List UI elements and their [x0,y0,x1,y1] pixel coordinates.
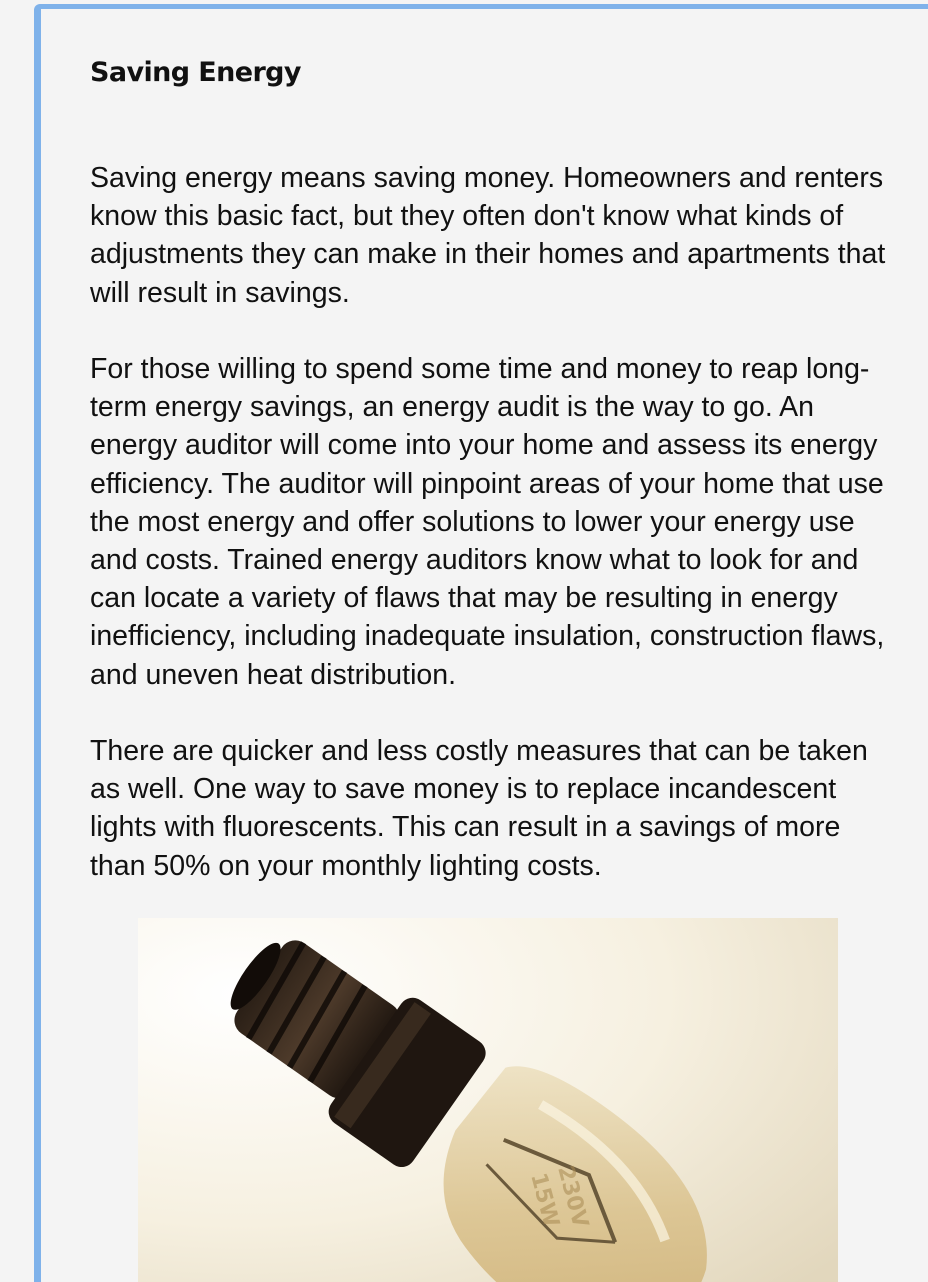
article-panel [34,4,928,1282]
article-title: Saving Energy [90,57,301,88]
article-paragraph: There are quicker and less costly measures that can be taken as well. One way to save money is to replace incandescent lights with fluorescents. This can result in a savings of more than 50% on your monthly lighting costs. [90,735,868,882]
article-paragraph: Saving energy means saving money. Homeowners and renters know this basic fact, but they often don't know what kinds of adjustments they can make in their homes and apartments that will result in savings. [90,162,886,309]
svg-text:15W: 15W [525,1170,564,1230]
svg-text:230V: 230V [552,1163,593,1231]
light-bulb-photo [138,918,838,1282]
light-bulb-icon [138,918,838,1282]
article-body [90,159,890,923]
article-paragraph: For those willing to spend some time and money to reap long-term energy savings, an energy audit is the way to go. An energy auditor will come into your home and assess its energy efficiency. The auditor will pinpoint areas of your home that use the most energy and offer solutions to lower your energy use and costs. Trained energy auditors know what to look for and can locate a variety of flaws that may be resulting in energy inefficiency, including inadequate insulation, construction flaws, and uneven heat distribution. [90,353,885,691]
